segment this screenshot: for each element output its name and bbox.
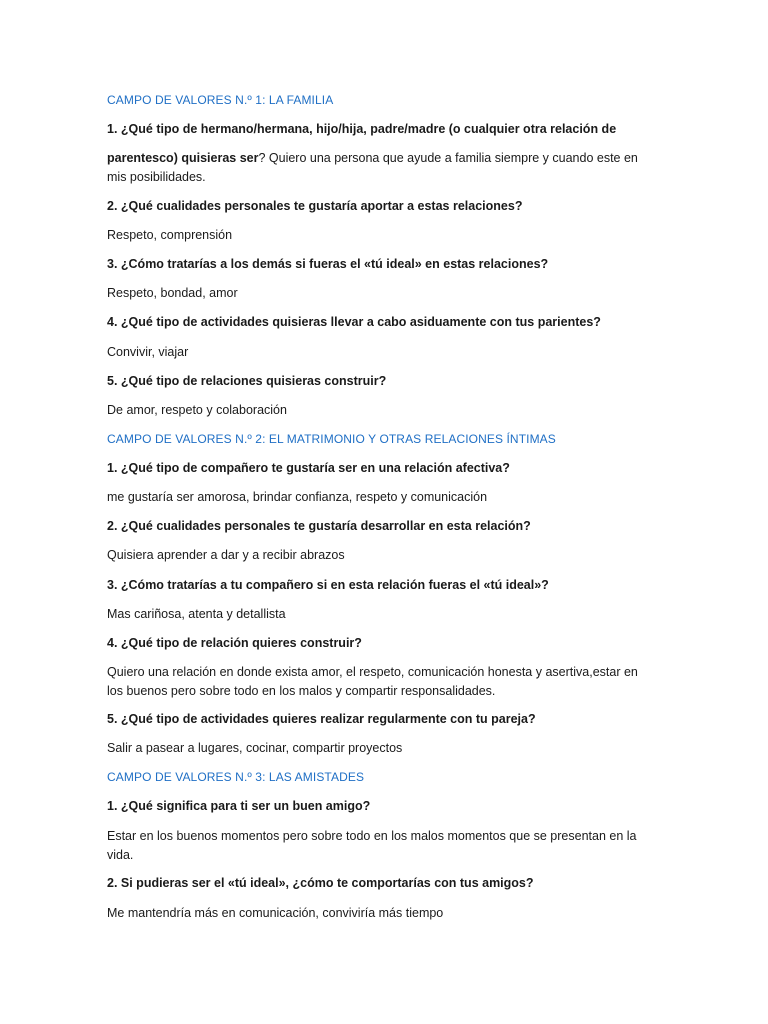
section-2-answer-1: me gustaría ser amorosa, brindar confianza, respeto y comunicación (107, 490, 488, 504)
section-1-answer-2: Respeto, comprensión (107, 228, 233, 242)
section-2-heading: CAMPO DE VALORES N.º 2: EL MATRIMONIO Y OTRAS RELACIONES ÍNTIMAS (107, 432, 556, 446)
section-1-question-1: 1. ¿Qué tipo de hermano/hermana, hijo/hija, padre/madre (o cualquier otra relación de (107, 122, 617, 136)
section-2-question-2: 2. ¿Qué cualidades personales te gustaría desarrollar en esta relación? (107, 519, 531, 533)
section-2-answer-2: Quisiera aprender a dar y a recibir abrazos (107, 548, 345, 562)
section-1-answer-5: De amor, respeto y colaboración (107, 403, 287, 417)
section-2-question-5: 5. ¿Qué tipo de actividades quieres realizar regularmente con tu pareja? (107, 712, 536, 726)
section-3-question-2: 2. Si pudieras ser el «tú ideal», ¿cómo te comportarías con tus amigos? (107, 876, 534, 890)
section-2-question-1: 1. ¿Qué tipo de compañero te gustaría ser en una relación afectiva? (107, 461, 510, 475)
section-1-answer-1: ? Quiero una persona que ayude a familia siempre y cuando este en mis posibilidades. (107, 151, 638, 184)
section-1-question-1-continuation (107, 149, 657, 187)
section-2-answer-3: Mas cariñosa, atenta y detallista (107, 607, 286, 621)
section-2-answer-4: Quiero una relación en donde exista amor, el respeto, comunicación honesta y asertiva,estar en los buenos pero sobre todo en los malos y compartir responsalidades. (107, 665, 638, 698)
section-2-question-3: 3. ¿Cómo tratarías a tu compañero si en esta relación fueras el «tú ideal»? (107, 578, 549, 592)
section-1-question-4: 4. ¿Qué tipo de actividades quisieras llevar a cabo asiduamente con tus parientes? (107, 315, 601, 329)
section-1-answer-4: Convivir, viajar (107, 345, 189, 359)
section-3-answer-2: Me mantendría más en comunicación, conviviría más tiempo (107, 906, 444, 920)
section-1-question-1-end: parentesco) quisieras ser (107, 151, 259, 165)
section-1-question-2: 2. ¿Qué cualidades personales te gustaría aportar a estas relaciones? (107, 199, 523, 213)
section-1-heading: CAMPO DE VALORES N.º 1: LA FAMILIA (107, 93, 334, 107)
section-3-question-1: 1. ¿Qué significa para ti ser un buen amigo? (107, 799, 371, 813)
section-1-question-5: 5. ¿Qué tipo de relaciones quisieras construir? (107, 374, 387, 388)
section-3-heading: CAMPO DE VALORES N.º 3: LAS AMISTADES (107, 770, 365, 784)
section-3-answer-1: Estar en los buenos momentos pero sobre todo en los malos momentos que se presentan en la vida. (107, 829, 637, 862)
section-1-answer-3: Respeto, bondad, amor (107, 286, 238, 300)
section-2-question-4: 4. ¿Qué tipo de relación quieres construir? (107, 636, 362, 650)
section-2-answer-5: Salir a pasear a lugares, cocinar, compartir proyectos (107, 741, 403, 755)
section-1-question-3: 3. ¿Cómo tratarías a los demás si fueras el «tú ideal» en estas relaciones? (107, 257, 549, 271)
